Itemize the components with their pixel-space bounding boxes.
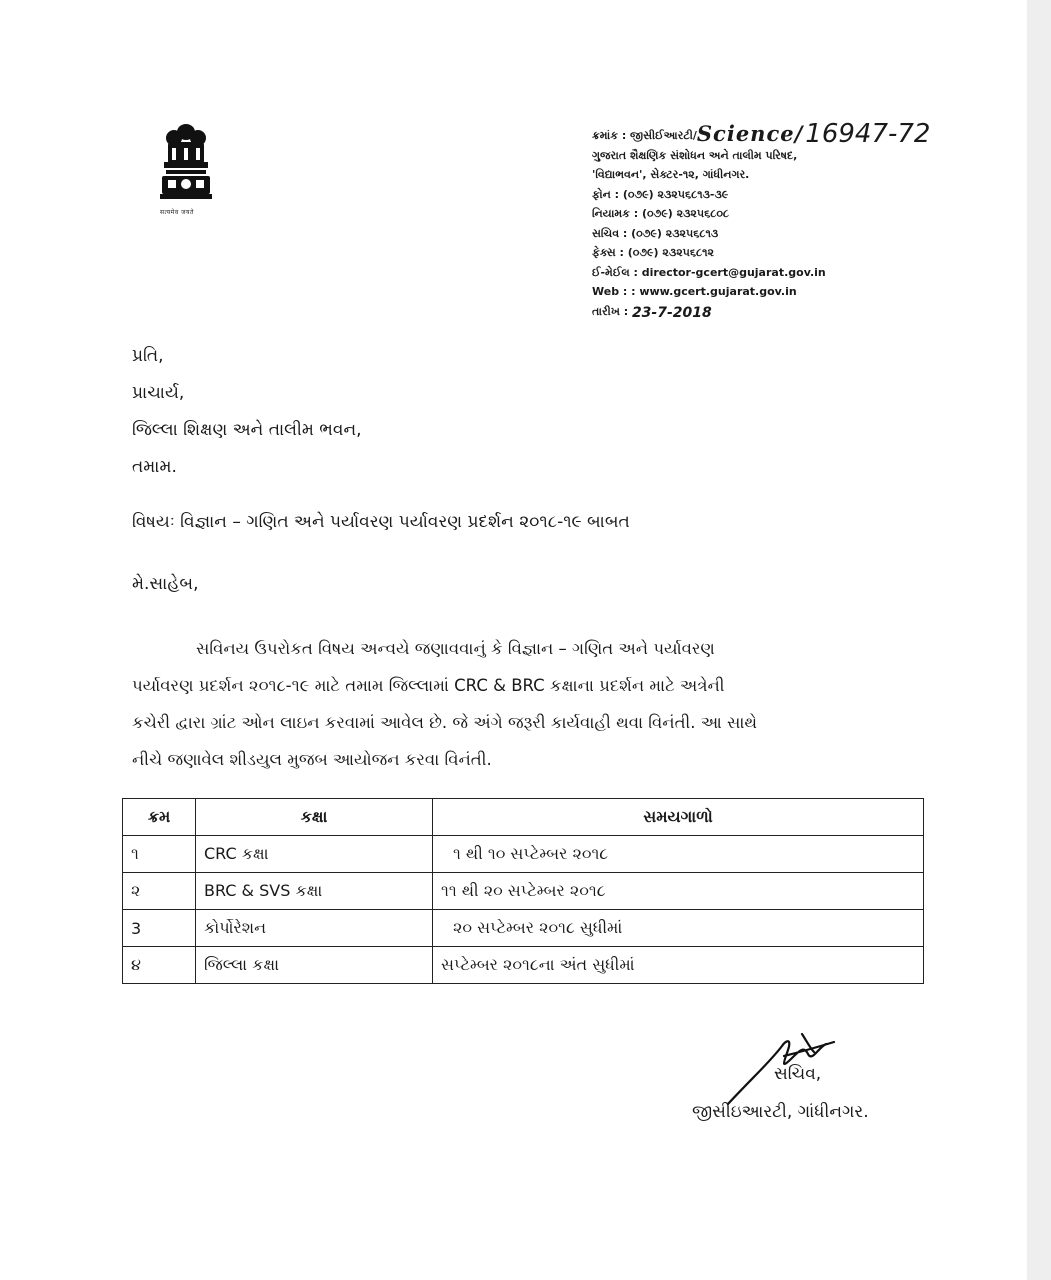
director-phone: નિયામક : (૦૭૯) ૨૩૨૫૬૮૦૮	[592, 207, 729, 220]
secretary-phone: સચિવ : (૦૭૯) ૨૩૨૫૬૮૧૩	[592, 226, 719, 240]
schedule-table	[122, 798, 924, 984]
signature-office: જીસીઇઆરટી, ગાંધીનગર.	[692, 1102, 869, 1122]
header-serial: ક્રમ	[123, 799, 196, 836]
website: Web : : www.gcert.gujarat.gov.in	[592, 285, 797, 298]
table-row	[123, 910, 924, 947]
table-row	[123, 947, 924, 984]
cell-period: ૧ થી ૧૦ સપ્ટેમ્બર ૨૦૧૮	[433, 836, 924, 873]
email: ઈ-મેઈલ : director-gcert@gujarat.gov.in	[592, 265, 826, 279]
cell-serial: 3	[123, 910, 196, 947]
ref-handwritten: Science/	[696, 121, 804, 146]
date-label: તારીખ :	[592, 304, 629, 318]
letter-body	[132, 630, 916, 778]
national-emblem-icon	[156, 122, 216, 214]
header-level: કક્ષા	[196, 799, 433, 836]
cell-period: ૧૧ થી ૨૦ સપ્ટેમ્બર ૨૦૧૮	[433, 873, 924, 910]
address-line-3: જિલ્લા શિક્ષણ અને તાલીમ ભવન,	[132, 420, 362, 440]
cell-serial: ૧	[123, 836, 196, 873]
cell-level: BRC & SVS કક્ષા	[196, 873, 433, 910]
address-line-1: પ્રતિ,	[132, 346, 164, 366]
recipient-address	[132, 338, 362, 486]
cell-serial: ૪	[123, 947, 196, 984]
emblem-caption: सत्यमेव जयते	[160, 209, 194, 216]
address-line-2: પ્રાચાર્ય,	[132, 383, 185, 403]
address-line-4: તમામ.	[132, 457, 177, 477]
phone: ફોન : (૦૭૯) ૨૩૨૫૬૮૧૩-૩૯	[592, 187, 729, 201]
ref-prefix: ક્રમાંક : જીસીઈઆરટી/	[592, 129, 697, 142]
cell-level: CRC કક્ષા	[196, 836, 433, 873]
body-line-1: સવિનય ઉપરોકત વિષય અન્વયે જણાવવાનું કે વિજ્ઞાન – ગણિત અને પર્યાવરણ	[196, 639, 715, 658]
reference-number	[592, 119, 931, 149]
cell-serial: ૨	[123, 873, 196, 910]
subject-line: વિષયઃ વિજ્ઞાન – ગણિત અને પર્યાવરણ પર્યાવરણ પ્રદર્શન ૨૦૧૮-૧૯ બાબત	[132, 512, 630, 532]
letterhead	[592, 119, 931, 321]
org-name: ગુજરાત શૈક્ષણિક સંશોધન અને તાલીમ પરિષદ,	[592, 148, 798, 162]
body-line-2: પર્યાવરણ પ્રદર્શન ૨૦૧૮-૧૯ માટે તમામ જિલ્લામાં CRC & BRC કક્ષાના પ્રદર્શન માટે અત્રેની	[132, 676, 725, 695]
header-period: સમયગાળો	[433, 799, 924, 836]
table-row	[123, 836, 924, 873]
org-address: 'વિદ્યાભવન', સેક્ટર-૧૨, ગાંધીનગર.	[592, 168, 750, 181]
date-handwritten: 23-7-2018	[631, 304, 712, 321]
cell-level: જિલ્લા કક્ષા	[196, 947, 433, 984]
fax: ફેક્સ : (૦૭૯) ૨૩૨૫૬૮૧૨	[592, 246, 714, 259]
date	[592, 302, 930, 322]
table-row	[123, 873, 924, 910]
cell-period: ૨૦ સપ્ટેમ્બર ૨૦૧૮ સુધીમાં	[433, 910, 924, 947]
table-header-row	[123, 799, 924, 836]
signature-title: સચિવ,	[774, 1064, 822, 1084]
body-line-4: નીચે જણાવેલ શીડયુલ મુજબ આયોજન કરવા વિનંતી.	[132, 750, 492, 769]
cell-period: સપ્ટેમ્બર ૨૦૧૮ના અંત સુધીમાં	[433, 947, 924, 984]
cell-level: કોર્પોરેશન	[196, 910, 433, 947]
ref-number-handwritten: 16947-72	[805, 119, 931, 149]
salutation: મે.સાહેબ,	[132, 574, 199, 594]
body-line-3: કચેરી દ્વારા ગ્રાંટ ઓન લાઇન કરવામાં આવેલ છે. જે અંગે જરૂરી કાર્યવાહી થવા વિનંતી. આ સાથે	[132, 713, 758, 732]
page-edge	[1027, 0, 1051, 1280]
